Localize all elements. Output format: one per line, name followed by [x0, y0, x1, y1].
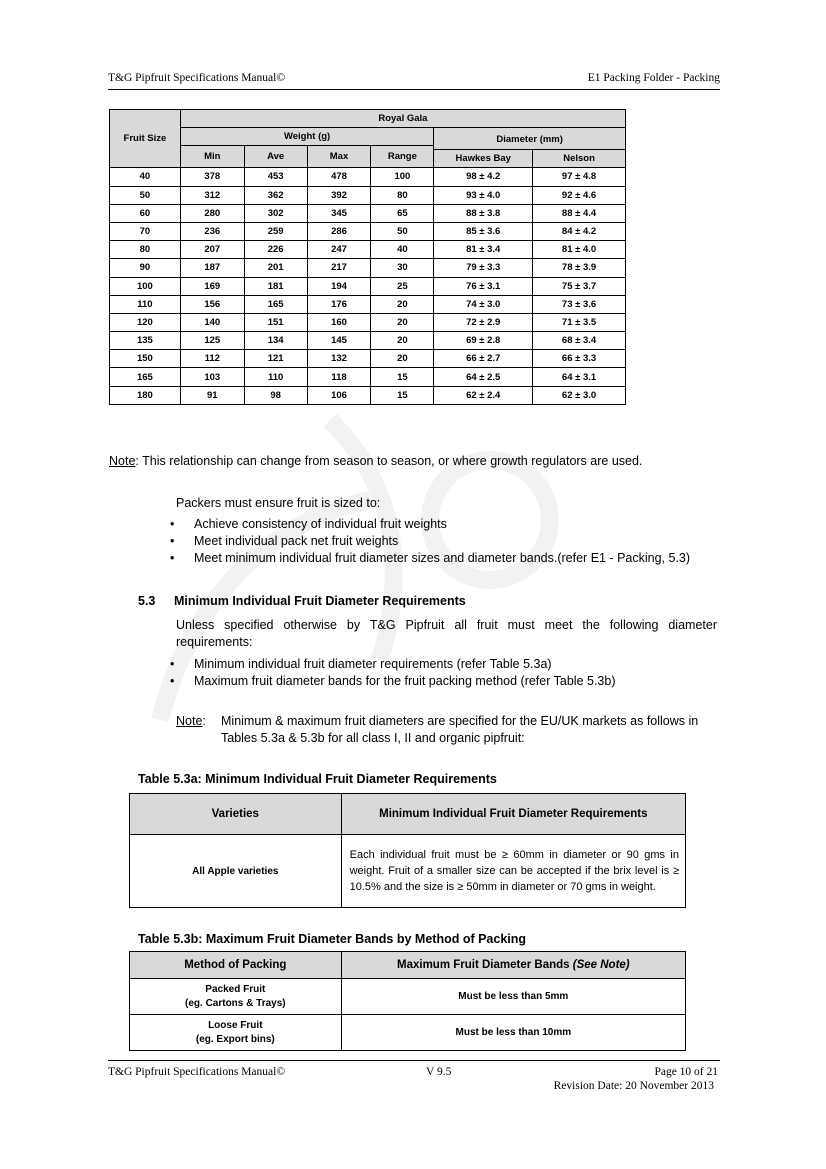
- table-cell: 165: [110, 368, 181, 386]
- row-requirement: Each individual fruit must be ≥ 60mm in diameter or 90 gms in weight. Fruit of a smaller size can be accepted if the brix level is ≥ 10.5% and the size is ≥ 50mm in diameter or 70 gms in weight.: [341, 835, 685, 908]
- table-row: [110, 332, 626, 350]
- table-cell: 40: [371, 241, 434, 259]
- table-cell: 80: [371, 186, 434, 204]
- table-row: [110, 259, 626, 277]
- table-cell: 156: [180, 295, 244, 313]
- table-cell: 392: [307, 186, 371, 204]
- table-cell: 132: [307, 350, 371, 368]
- table-cell: 30: [371, 259, 434, 277]
- section-title: Minimum Individual Fruit Diameter Requirements: [174, 594, 466, 608]
- table-cell: 79 ± 3.3: [434, 259, 533, 277]
- col-method: Method of Packing: [130, 952, 342, 979]
- table-cell: 145: [307, 332, 371, 350]
- table-cell: 72 ± 2.9: [434, 313, 533, 331]
- table-cell: 140: [180, 313, 244, 331]
- table-cell: 15: [371, 386, 434, 404]
- table-cell: 68 ± 3.4: [533, 332, 626, 350]
- table-row: [110, 186, 626, 204]
- table-row: [110, 277, 626, 295]
- table-cell: 66 ± 3.3: [533, 350, 626, 368]
- table-cell: 75 ± 3.7: [533, 277, 626, 295]
- col-nelson: Nelson: [533, 150, 626, 168]
- table-cell: 64 ± 3.1: [533, 368, 626, 386]
- table-cell: 169: [180, 277, 244, 295]
- table-cell: 280: [180, 204, 244, 222]
- table-row: [110, 295, 626, 313]
- table-cell: 93 ± 4.0: [434, 186, 533, 204]
- header-right: E1 Packing Folder - Packing: [587, 72, 720, 84]
- footer-revision: Revision Date: 20 November 2013: [553, 1080, 714, 1092]
- header-divider: [108, 89, 720, 90]
- table-cell: 112: [180, 350, 244, 368]
- table-title: Royal Gala: [180, 110, 625, 128]
- table-cell: 160: [307, 313, 371, 331]
- table-cell: 20: [371, 295, 434, 313]
- table-cell: 135: [110, 332, 181, 350]
- col-max-bands: Maximum Fruit Diameter Bands (See Note): [341, 952, 685, 979]
- table-cell: 100: [110, 277, 181, 295]
- footer-divider: [108, 1060, 720, 1061]
- min-diameter-table: [129, 793, 686, 908]
- list-item: • Minimum individual fruit diameter requirements (refer Table 5.3a): [170, 656, 616, 673]
- table-cell: 66 ± 2.7: [434, 350, 533, 368]
- table-cell: 90: [110, 259, 181, 277]
- table-cell: 98 ± 4.2: [434, 168, 533, 186]
- table-cell: 103: [180, 368, 244, 386]
- table-row: [110, 204, 626, 222]
- table-cell: 181: [244, 277, 307, 295]
- col-min-diameter: Minimum Individual Fruit Diameter Requirements: [341, 794, 685, 835]
- table-cell: 81 ± 3.4: [434, 241, 533, 259]
- table-cell: 110: [244, 368, 307, 386]
- table-cell: 286: [307, 222, 371, 240]
- table-cell: 106: [307, 386, 371, 404]
- table-b-caption: Table 5.3b: Maximum Fruit Diameter Bands by Method of Packing: [138, 932, 527, 946]
- table-cell: 92 ± 4.6: [533, 186, 626, 204]
- table-cell: 50: [371, 222, 434, 240]
- table-cell: 125: [180, 332, 244, 350]
- table-cell: 73 ± 3.6: [533, 295, 626, 313]
- table-cell: 312: [180, 186, 244, 204]
- table-cell: 453: [244, 168, 307, 186]
- table-row: [130, 1015, 686, 1051]
- table-cell: 98: [244, 386, 307, 404]
- table-cell: 78 ± 3.9: [533, 259, 626, 277]
- table-cell: 74 ± 3.0: [434, 295, 533, 313]
- table-cell: 180: [110, 386, 181, 404]
- table-cell: 84 ± 4.2: [533, 222, 626, 240]
- table-cell: 478: [307, 168, 371, 186]
- table-a-caption: Table 5.3a: Minimum Individual Fruit Diameter Requirements: [138, 772, 497, 786]
- list-item: • Meet minimum individual fruit diameter sizes and diameter bands.(refer E1 - Packing, 5.3): [170, 550, 690, 567]
- packers-intro: Packers must ensure fruit is sized to:: [176, 496, 381, 510]
- table-row: [110, 241, 626, 259]
- section-heading: [138, 594, 466, 608]
- col-diameter: Diameter (mm): [434, 128, 626, 150]
- table-cell: 345: [307, 204, 371, 222]
- table-cell: 150: [110, 350, 181, 368]
- table-cell: 15: [371, 368, 434, 386]
- table-cell: 207: [180, 241, 244, 259]
- section-number: 5.3: [138, 594, 156, 608]
- section-intro: Unless specified otherwise by T&G Pipfruit all fruit must meet the following diameter requirements:: [176, 618, 717, 649]
- table-cell: 247: [307, 241, 371, 259]
- see-note: (See Note): [572, 959, 630, 971]
- table-cell: 91: [180, 386, 244, 404]
- table-row: [110, 168, 626, 186]
- row-variety: All Apple varieties: [130, 835, 342, 908]
- col-fruit-size: Fruit Size: [110, 110, 181, 168]
- col-min: Min: [180, 146, 244, 168]
- table-row: [110, 350, 626, 368]
- section-note-label: Note:: [176, 714, 206, 728]
- list-item: • Achieve consistency of individual fruit weights: [170, 516, 690, 533]
- royal-gala-size-table: [109, 109, 626, 405]
- table-cell: 85 ± 3.6: [434, 222, 533, 240]
- table-cell: 201: [244, 259, 307, 277]
- method-cell: Packed Fruit (eg. Cartons & Trays): [130, 979, 342, 1015]
- table-cell: 110: [110, 295, 181, 313]
- table-row: [110, 386, 626, 404]
- table-cell: 118: [307, 368, 371, 386]
- table-cell: 71 ± 3.5: [533, 313, 626, 331]
- col-ave: Ave: [244, 146, 307, 168]
- col-range: Range: [371, 146, 434, 168]
- table-cell: 50: [110, 186, 181, 204]
- col-weight: Weight (g): [180, 128, 433, 146]
- section-bullet-list: [170, 656, 616, 690]
- table-cell: 20: [371, 332, 434, 350]
- note-text: : This relationship can change from season to season, or where growth regulators are used.: [135, 454, 643, 468]
- season-note: [109, 454, 642, 468]
- table-cell: 97 ± 4.8: [533, 168, 626, 186]
- list-item: • Maximum fruit diameter bands for the fruit packing method (refer Table 5.3b): [170, 673, 616, 690]
- table-cell: 362: [244, 186, 307, 204]
- method-cell: Loose Fruit (eg. Export bins): [130, 1015, 342, 1051]
- table-row: [110, 368, 626, 386]
- section-note-text: Minimum & maximum fruit diameters are specified for the EU/UK markets as follows in Tables 5.3a & 5.3b for all class I, II and organic pipfruit:: [221, 714, 699, 745]
- table-cell: 20: [371, 313, 434, 331]
- table-cell: 62 ± 2.4: [434, 386, 533, 404]
- table-cell: 64 ± 2.5: [434, 368, 533, 386]
- table-cell: 100: [371, 168, 434, 186]
- footer-page: Page 10 of 21: [654, 1066, 718, 1078]
- table-cell: 151: [244, 313, 307, 331]
- table-row: [110, 313, 626, 331]
- col-hawkes-bay: Hawkes Bay: [434, 150, 533, 168]
- band-cell: Must be less than 5mm: [341, 979, 685, 1015]
- table-cell: 88 ± 4.4: [533, 204, 626, 222]
- table-cell: 259: [244, 222, 307, 240]
- table-cell: 176: [307, 295, 371, 313]
- note-label: Note: [109, 454, 136, 468]
- table-cell: 121: [244, 350, 307, 368]
- col-max: Max: [307, 146, 371, 168]
- table-cell: 302: [244, 204, 307, 222]
- table-cell: 20: [371, 350, 434, 368]
- footer-version: V 9.5: [426, 1066, 452, 1078]
- table-cell: 134: [244, 332, 307, 350]
- table-cell: 194: [307, 277, 371, 295]
- table-cell: 60: [110, 204, 181, 222]
- max-diameter-bands-table: [129, 951, 686, 1051]
- table-cell: 217: [307, 259, 371, 277]
- col-varieties: Varieties: [130, 794, 342, 835]
- packers-bullet-list: [170, 516, 690, 567]
- band-cell: Must be less than 10mm: [341, 1015, 685, 1051]
- table-cell: 62 ± 3.0: [533, 386, 626, 404]
- list-item: • Meet individual pack net fruit weights: [170, 533, 690, 550]
- table-row: [130, 979, 686, 1015]
- table-cell: 88 ± 3.8: [434, 204, 533, 222]
- table-cell: 378: [180, 168, 244, 186]
- footer-left: T&G Pipfruit Specifications Manual©: [108, 1066, 286, 1078]
- table-cell: 25: [371, 277, 434, 295]
- table-cell: 65: [371, 204, 434, 222]
- table-cell: 165: [244, 295, 307, 313]
- header-left: T&G Pipfruit Specifications Manual©: [108, 72, 286, 84]
- table-cell: 187: [180, 259, 244, 277]
- table-cell: 40: [110, 168, 181, 186]
- table-cell: 76 ± 3.1: [434, 277, 533, 295]
- table-cell: 226: [244, 241, 307, 259]
- table-cell: 236: [180, 222, 244, 240]
- table-cell: 70: [110, 222, 181, 240]
- table-cell: 120: [110, 313, 181, 331]
- table-row: [110, 222, 626, 240]
- table-cell: 80: [110, 241, 181, 259]
- table-cell: 69 ± 2.8: [434, 332, 533, 350]
- table-cell: 81 ± 4.0: [533, 241, 626, 259]
